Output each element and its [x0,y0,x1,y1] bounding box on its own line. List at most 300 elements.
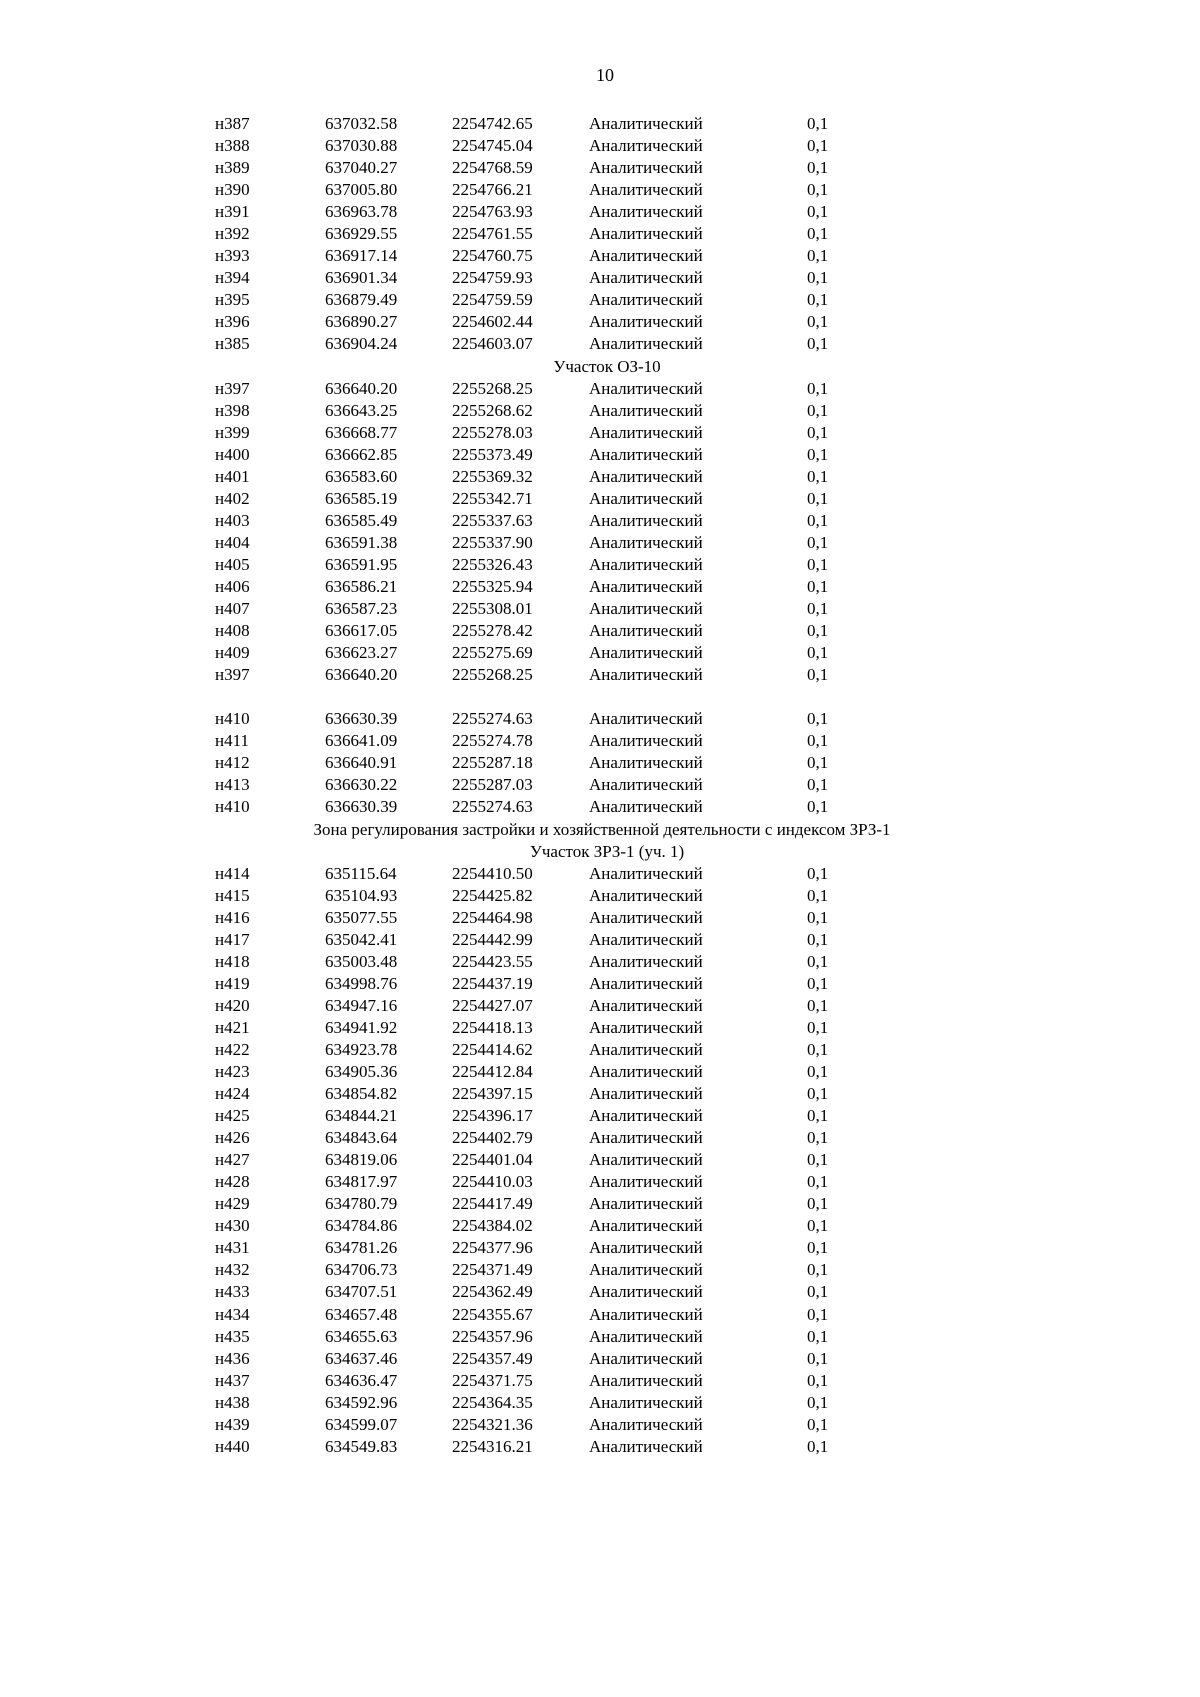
method-cell: Аналитический [589,488,703,508]
method-cell: Аналитический [589,1062,703,1082]
blank-row [0,686,1100,708]
accuracy-cell: 0,1 [807,1216,829,1236]
y-coordinate-cell: 2254371.75 [452,1370,533,1390]
method-cell: Аналитический [589,158,703,178]
table-row [0,378,1100,400]
accuracy-cell: 0,1 [807,951,829,971]
point-id-cell: н418 [215,951,250,971]
method-cell: Аналитический [589,532,703,552]
accuracy-cell: 0,1 [807,1304,829,1324]
point-id-cell: н404 [215,532,250,552]
y-coordinate-cell: 2254321.36 [452,1414,533,1434]
y-coordinate-cell: 2255274.63 [452,797,533,817]
x-coordinate-cell: 635042.41 [325,929,398,949]
x-coordinate-cell: 634947.16 [325,995,398,1015]
y-coordinate-cell: 2254417.49 [452,1194,533,1214]
point-id-cell: н396 [215,312,250,332]
y-coordinate-cell: 2254760.75 [452,246,533,266]
method-cell: Аналитический [589,1039,703,1059]
y-coordinate-cell: 2254759.93 [452,268,533,288]
table-row [0,796,1100,818]
accuracy-cell: 0,1 [807,885,829,905]
x-coordinate-cell: 636641.09 [325,731,398,751]
zone-heading: Зона регулирования застройки и хозяйственной деятельности с индексом ЗРЗ-1 [313,819,891,839]
method-cell: Аналитический [589,797,703,817]
x-coordinate-cell: 634905.36 [325,1062,398,1082]
table-row [0,1304,1100,1326]
table-row [0,201,1100,223]
table-row [0,1370,1100,1392]
y-coordinate-cell: 2254412.84 [452,1062,533,1082]
table-row [0,885,1100,907]
point-id-cell: н429 [215,1194,250,1214]
x-coordinate-cell: 635104.93 [325,885,398,905]
table-row [0,664,1100,686]
point-id-cell: н426 [215,1128,250,1148]
x-coordinate-cell: 636901.34 [325,268,398,288]
accuracy-cell: 0,1 [807,1194,829,1214]
point-id-cell: н420 [215,995,250,1015]
table-row [0,466,1100,488]
y-coordinate-cell: 2255268.62 [452,400,533,420]
point-id-cell: н439 [215,1414,250,1434]
method-cell: Аналитический [589,400,703,420]
point-id-cell: н401 [215,466,250,486]
table-row [0,1237,1100,1259]
method-cell: Аналитический [589,1392,703,1412]
x-coordinate-cell: 636890.27 [325,312,398,332]
accuracy-cell: 0,1 [807,929,829,949]
accuracy-cell: 0,1 [807,1414,829,1434]
table-row [0,995,1100,1017]
point-id-cell: н388 [215,136,250,156]
table-row [0,135,1100,157]
point-id-cell: н419 [215,973,250,993]
x-coordinate-cell: 636640.20 [325,665,398,685]
y-coordinate-cell: 2255326.43 [452,554,533,574]
method-cell: Аналитический [589,444,703,464]
x-coordinate-cell: 636963.78 [325,202,398,222]
table-row [0,863,1100,885]
table-row [0,1348,1100,1370]
point-id-cell: н385 [215,334,250,354]
y-coordinate-cell: 2254766.21 [452,180,533,200]
table-row [0,1083,1100,1105]
y-coordinate-cell: 2254364.35 [452,1392,533,1412]
method-cell: Аналитический [589,576,703,596]
table-row [0,1414,1100,1436]
accuracy-cell: 0,1 [807,1370,829,1390]
method-cell: Аналитический [589,1282,703,1302]
y-coordinate-cell: 2254414.62 [452,1039,533,1059]
table-row [0,267,1100,289]
y-coordinate-cell: 2255268.25 [452,378,533,398]
method-cell: Аналитический [589,1128,703,1148]
point-id-cell: н436 [215,1348,250,1368]
y-coordinate-cell: 2254761.55 [452,224,533,244]
y-coordinate-cell: 2255274.78 [452,731,533,751]
y-coordinate-cell: 2254362.49 [452,1282,533,1302]
y-coordinate-cell: 2254442.99 [452,929,533,949]
point-id-cell: н435 [215,1326,250,1346]
y-coordinate-cell: 2254357.96 [452,1326,533,1346]
x-coordinate-cell: 637040.27 [325,158,398,178]
y-coordinate-cell: 2255268.25 [452,665,533,685]
accuracy-cell: 0,1 [807,422,829,442]
point-id-cell: н407 [215,599,250,619]
table-row [0,1017,1100,1039]
method-cell: Аналитический [589,1436,703,1456]
accuracy-cell: 0,1 [807,1106,829,1126]
accuracy-cell: 0,1 [807,907,829,927]
accuracy-cell: 0,1 [807,136,829,156]
x-coordinate-cell: 634817.97 [325,1172,398,1192]
y-coordinate-cell: 2255274.63 [452,709,533,729]
table-row [0,973,1100,995]
table-row [0,907,1100,929]
method-cell: Аналитический [589,775,703,795]
x-coordinate-cell: 636640.91 [325,753,398,773]
point-id-cell: н399 [215,422,250,442]
y-coordinate-cell: 2255287.18 [452,753,533,773]
point-id-cell: н425 [215,1106,250,1126]
table-row [0,311,1100,333]
y-coordinate-cell: 2255278.03 [452,422,533,442]
x-coordinate-cell: 634843.64 [325,1128,398,1148]
x-coordinate-cell: 636591.38 [325,532,398,552]
x-coordinate-cell: 636630.22 [325,775,398,795]
x-coordinate-cell: 637005.80 [325,180,398,200]
method-cell: Аналитический [589,378,703,398]
method-cell: Аналитический [589,885,703,905]
table-row [0,620,1100,642]
point-id-cell: н412 [215,753,250,773]
y-coordinate-cell: 2255275.69 [452,643,533,663]
accuracy-cell: 0,1 [807,753,829,773]
y-coordinate-cell: 2255308.01 [452,599,533,619]
accuracy-cell: 0,1 [807,246,829,266]
accuracy-cell: 0,1 [807,797,829,817]
y-coordinate-cell: 2254397.15 [452,1084,533,1104]
accuracy-cell: 0,1 [807,665,829,685]
point-id-cell: н416 [215,907,250,927]
x-coordinate-cell: 634941.92 [325,1017,398,1037]
table-row [0,1326,1100,1348]
method-cell: Аналитический [589,973,703,993]
accuracy-cell: 0,1 [807,1084,829,1104]
accuracy-cell: 0,1 [807,1282,829,1302]
y-coordinate-cell: 2254384.02 [452,1216,533,1236]
accuracy-cell: 0,1 [807,1172,829,1192]
method-cell: Аналитический [589,1370,703,1390]
method-cell: Аналитический [589,224,703,244]
y-coordinate-cell: 2255369.32 [452,466,533,486]
accuracy-cell: 0,1 [807,643,829,663]
point-id-cell: н423 [215,1062,250,1082]
accuracy-cell: 0,1 [807,1260,829,1280]
method-cell: Аналитический [589,180,703,200]
accuracy-cell: 0,1 [807,334,829,354]
method-cell: Аналитический [589,665,703,685]
method-cell: Аналитический [589,621,703,641]
method-cell: Аналитический [589,1194,703,1214]
table-row [0,1259,1100,1281]
point-id-cell: н438 [215,1392,250,1412]
point-id-cell: н402 [215,488,250,508]
x-coordinate-cell: 634780.79 [325,1194,398,1214]
point-id-cell: н415 [215,885,250,905]
method-cell: Аналитический [589,863,703,883]
point-id-cell: н408 [215,621,250,641]
y-coordinate-cell: 2254602.44 [452,312,533,332]
y-coordinate-cell: 2254355.67 [452,1304,533,1324]
table-row [0,179,1100,201]
y-coordinate-cell: 2254418.13 [452,1017,533,1037]
accuracy-cell: 0,1 [807,466,829,486]
x-coordinate-cell: 636917.14 [325,246,398,266]
table-row [0,1061,1100,1083]
table-row [0,289,1100,311]
point-id-cell: н437 [215,1370,250,1390]
method-cell: Аналитический [589,1150,703,1170]
x-coordinate-cell: 637032.58 [325,114,398,133]
x-coordinate-cell: 636630.39 [325,797,398,817]
table-row [0,1436,1100,1458]
method-cell: Аналитический [589,1348,703,1368]
y-coordinate-cell: 2254425.82 [452,885,533,905]
point-id-cell: н424 [215,1084,250,1104]
method-cell: Аналитический [589,1084,703,1104]
method-cell: Аналитический [589,1326,703,1346]
method-cell: Аналитический [589,1414,703,1434]
y-coordinate-cell: 2255325.94 [452,576,533,596]
table-row [0,1039,1100,1061]
y-coordinate-cell: 2254357.49 [452,1348,533,1368]
point-id-cell: н391 [215,202,250,222]
y-coordinate-cell: 2254410.03 [452,1172,533,1192]
table-row [0,730,1100,752]
x-coordinate-cell: 634781.26 [325,1238,398,1258]
method-cell: Аналитический [589,1216,703,1236]
method-cell: Аналитический [589,334,703,354]
table-row [0,598,1100,620]
method-cell: Аналитический [589,1260,703,1280]
accuracy-cell: 0,1 [807,224,829,244]
accuracy-cell: 0,1 [807,1392,829,1412]
y-coordinate-cell: 2254396.17 [452,1106,533,1126]
x-coordinate-cell: 634854.82 [325,1084,398,1104]
method-cell: Аналитический [589,995,703,1015]
point-id-cell: н387 [215,114,250,133]
point-id-cell: н421 [215,1017,250,1037]
method-cell: Аналитический [589,246,703,266]
method-cell: Аналитический [589,114,703,133]
x-coordinate-cell: 636904.24 [325,334,398,354]
table-row [0,157,1100,179]
accuracy-cell: 0,1 [807,1326,829,1346]
point-id-cell: н397 [215,665,250,685]
accuracy-cell: 0,1 [807,621,829,641]
accuracy-cell: 0,1 [807,863,829,883]
method-cell: Аналитический [589,422,703,442]
point-id-cell: н410 [215,709,250,729]
accuracy-cell: 0,1 [807,114,829,133]
method-cell: Аналитический [589,599,703,619]
x-coordinate-cell: 636662.85 [325,444,398,464]
x-coordinate-cell: 634706.73 [325,1260,398,1280]
point-id-cell: н431 [215,1238,250,1258]
table-row [0,642,1100,664]
point-id-cell: н390 [215,180,250,200]
table-row [0,400,1100,422]
x-coordinate-cell: 636640.20 [325,378,398,398]
x-coordinate-cell: 635077.55 [325,907,398,927]
point-id-cell: н433 [215,1282,250,1302]
y-coordinate-cell: 2254745.04 [452,136,533,156]
point-id-cell: н405 [215,554,250,574]
point-id-cell: н410 [215,797,250,817]
x-coordinate-cell: 636617.05 [325,621,398,641]
method-cell: Аналитический [589,1172,703,1192]
table-row [0,333,1100,355]
accuracy-cell: 0,1 [807,1238,829,1258]
accuracy-cell: 0,1 [807,532,829,552]
accuracy-cell: 0,1 [807,554,829,574]
accuracy-cell: 0,1 [807,599,829,619]
x-coordinate-cell: 636929.55 [325,224,398,244]
method-cell: Аналитический [589,1304,703,1324]
x-coordinate-cell: 636643.25 [325,400,398,420]
method-cell: Аналитический [589,466,703,486]
x-coordinate-cell: 634599.07 [325,1414,398,1434]
table-row [0,1127,1100,1149]
x-coordinate-cell: 637030.88 [325,136,398,156]
y-coordinate-cell: 2254437.19 [452,973,533,993]
accuracy-cell: 0,1 [807,444,829,464]
accuracy-cell: 0,1 [807,1128,829,1148]
point-id-cell: н414 [215,863,250,883]
accuracy-cell: 0,1 [807,268,829,288]
method-cell: Аналитический [589,731,703,751]
y-coordinate-cell: 2255373.49 [452,444,533,464]
table-row [0,752,1100,774]
x-coordinate-cell: 635003.48 [325,951,398,971]
method-cell: Аналитический [589,1017,703,1037]
table-row [0,951,1100,973]
method-cell: Аналитический [589,907,703,927]
point-id-cell: н409 [215,643,250,663]
point-id-cell: н400 [215,444,250,464]
y-coordinate-cell: 2255337.63 [452,510,533,530]
table-row [0,554,1100,576]
y-coordinate-cell: 2255337.90 [452,532,533,552]
table-row [0,576,1100,598]
point-id-cell: н417 [215,929,250,949]
y-coordinate-cell: 2254603.07 [452,334,533,354]
accuracy-cell: 0,1 [807,1348,829,1368]
table-row [0,488,1100,510]
table-row [0,1392,1100,1414]
x-coordinate-cell: 634592.96 [325,1392,398,1412]
table-row [0,1281,1100,1303]
point-id-cell: н440 [215,1436,250,1456]
point-id-cell: н432 [215,1260,250,1280]
x-coordinate-cell: 634637.46 [325,1348,398,1368]
table-row [0,1149,1100,1171]
x-coordinate-cell: 634707.51 [325,1282,398,1302]
point-id-cell: н434 [215,1304,250,1324]
method-cell: Аналитический [589,753,703,773]
x-coordinate-cell: 634657.48 [325,1304,398,1324]
method-cell: Аналитический [589,510,703,530]
method-cell: Аналитический [589,643,703,663]
accuracy-cell: 0,1 [807,995,829,1015]
table-row [0,1215,1100,1237]
method-cell: Аналитический [589,1106,703,1126]
accuracy-cell: 0,1 [807,378,829,398]
point-id-cell: н422 [215,1039,250,1059]
y-coordinate-cell: 2254401.04 [452,1150,533,1170]
point-id-cell: н393 [215,246,250,266]
page-number: 10 [596,65,614,85]
point-id-cell: н413 [215,775,250,795]
accuracy-cell: 0,1 [807,400,829,420]
point-id-cell: н428 [215,1172,250,1192]
accuracy-cell: 0,1 [807,1436,829,1456]
accuracy-cell: 0,1 [807,731,829,751]
x-coordinate-cell: 636879.49 [325,290,398,310]
accuracy-cell: 0,1 [807,709,829,729]
accuracy-cell: 0,1 [807,1062,829,1082]
y-coordinate-cell: 2254410.50 [452,863,533,883]
y-coordinate-cell: 2254464.98 [452,907,533,927]
x-coordinate-cell: 634923.78 [325,1039,398,1059]
x-coordinate-cell: 636587.23 [325,599,398,619]
accuracy-cell: 0,1 [807,1017,829,1037]
x-coordinate-cell: 634998.76 [325,973,398,993]
section-heading: Участок ЗРЗ-1 (уч. 1) [529,841,685,861]
x-coordinate-cell: 636623.27 [325,643,398,663]
table-row [0,245,1100,267]
table-row [0,929,1100,951]
point-id-cell: н427 [215,1150,250,1170]
method-cell: Аналитический [589,554,703,574]
accuracy-cell: 0,1 [807,290,829,310]
method-cell: Аналитический [589,312,703,332]
y-coordinate-cell: 2255278.42 [452,621,533,641]
table-row [0,1193,1100,1215]
accuracy-cell: 0,1 [807,1150,829,1170]
table-row [0,1171,1100,1193]
method-cell: Аналитический [589,929,703,949]
coordinates-table [0,113,1100,1458]
point-id-cell: н394 [215,268,250,288]
y-coordinate-cell: 2254402.79 [452,1128,533,1148]
y-coordinate-cell: 2254371.49 [452,1260,533,1280]
point-id-cell: н411 [215,731,249,751]
method-cell: Аналитический [589,951,703,971]
point-id-cell: н398 [215,400,250,420]
accuracy-cell: 0,1 [807,775,829,795]
table-row [0,774,1100,796]
accuracy-cell: 0,1 [807,576,829,596]
y-coordinate-cell: 2254377.96 [452,1238,533,1258]
y-coordinate-cell: 2254423.55 [452,951,533,971]
y-coordinate-cell: 2254742.65 [452,114,533,133]
table-row [0,708,1100,730]
point-id-cell: н397 [215,378,250,398]
x-coordinate-cell: 636586.21 [325,576,398,596]
